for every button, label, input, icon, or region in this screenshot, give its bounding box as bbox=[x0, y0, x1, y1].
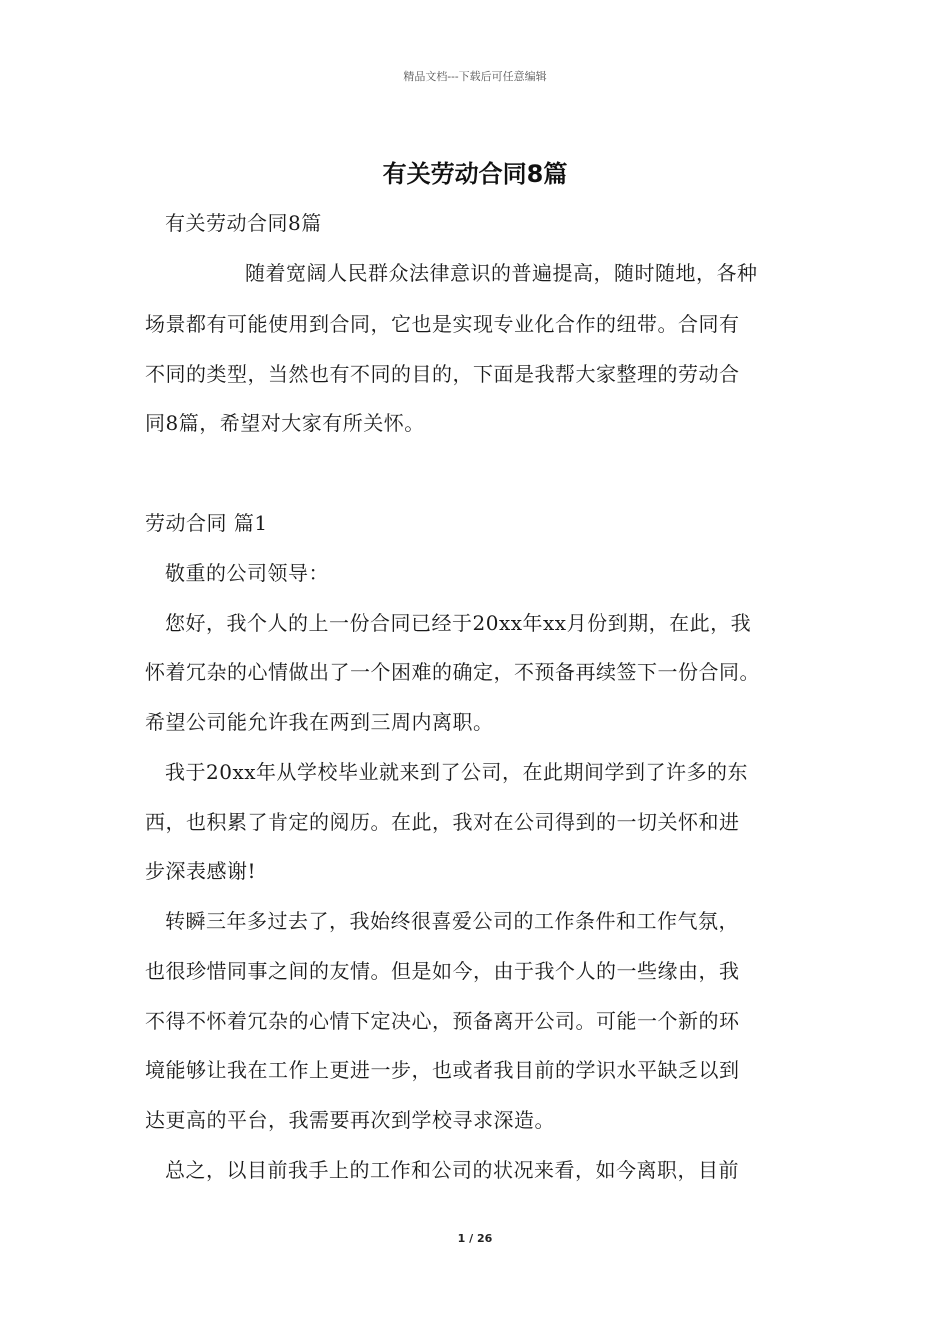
paragraph-line: 总之，以目前我手上的工作和公司的状况来看，如今离职，目前 bbox=[165, 1158, 739, 1182]
paragraph-line: 西，也积累了肯定的阅历。在此，我对在公司得到的一切关怀和进 bbox=[145, 810, 740, 834]
paragraph-line: 境能够让我在工作上更进一步，也或者我目前的学识水平缺乏以到 bbox=[145, 1058, 740, 1082]
paragraph-line: 不同的类型，当然也有不同的目的，下面是我帮大家整理的劳动合 bbox=[145, 362, 740, 386]
page-number: 1 / 26 bbox=[457, 1232, 493, 1245]
document-title: 有关劳动合同8篇 bbox=[382, 160, 568, 188]
paragraph-line: 随着宽阔人民群众法律意识的普遍提高，随时随地，各种 bbox=[245, 261, 758, 285]
paragraph-line: 不得不怀着冗杂的心情下定决心，预备离开公司。可能一个新的环 bbox=[145, 1009, 740, 1033]
subtitle-line: 有关劳动合同8篇 bbox=[165, 211, 322, 235]
paragraph-line: 您好，我个人的上一份合同已经于20xx年xx月份到期，在此，我 bbox=[165, 611, 752, 635]
paragraph-line: 怀着冗杂的心情做出了一个困难的确定，不预备再续签下一份合同。 bbox=[145, 660, 760, 684]
paragraph-line: 场景都有可能使用到合同，它也是实现专业化合作的纽带。合同有 bbox=[145, 312, 740, 336]
paragraph-line: 同8篇，希望对大家有所关怀。 bbox=[145, 411, 425, 435]
paragraph-line: 希望公司能允许我在两到三周内离职。 bbox=[145, 710, 494, 734]
section-heading: 劳动合同 篇1 bbox=[145, 511, 268, 535]
paragraph-line: 步深表感谢! bbox=[145, 859, 257, 883]
paragraph-line: 也很珍惜同事之间的友情。但是如今，由于我个人的一些缘由，我 bbox=[145, 959, 740, 983]
paragraph-line: 达更高的平台，我需要再次到学校寻求深造。 bbox=[145, 1108, 555, 1132]
salutation-line: 敬重的公司领导： bbox=[165, 561, 329, 585]
header-note: 精品文档---下载后可任意编辑 bbox=[403, 70, 547, 83]
paragraph-line: 转瞬三年多过去了，我始终很喜爱公司的工作条件和工作气氛， bbox=[165, 909, 739, 933]
paragraph-line: 我于20xx年从学校毕业就来到了公司，在此期间学到了许多的东 bbox=[165, 760, 749, 784]
